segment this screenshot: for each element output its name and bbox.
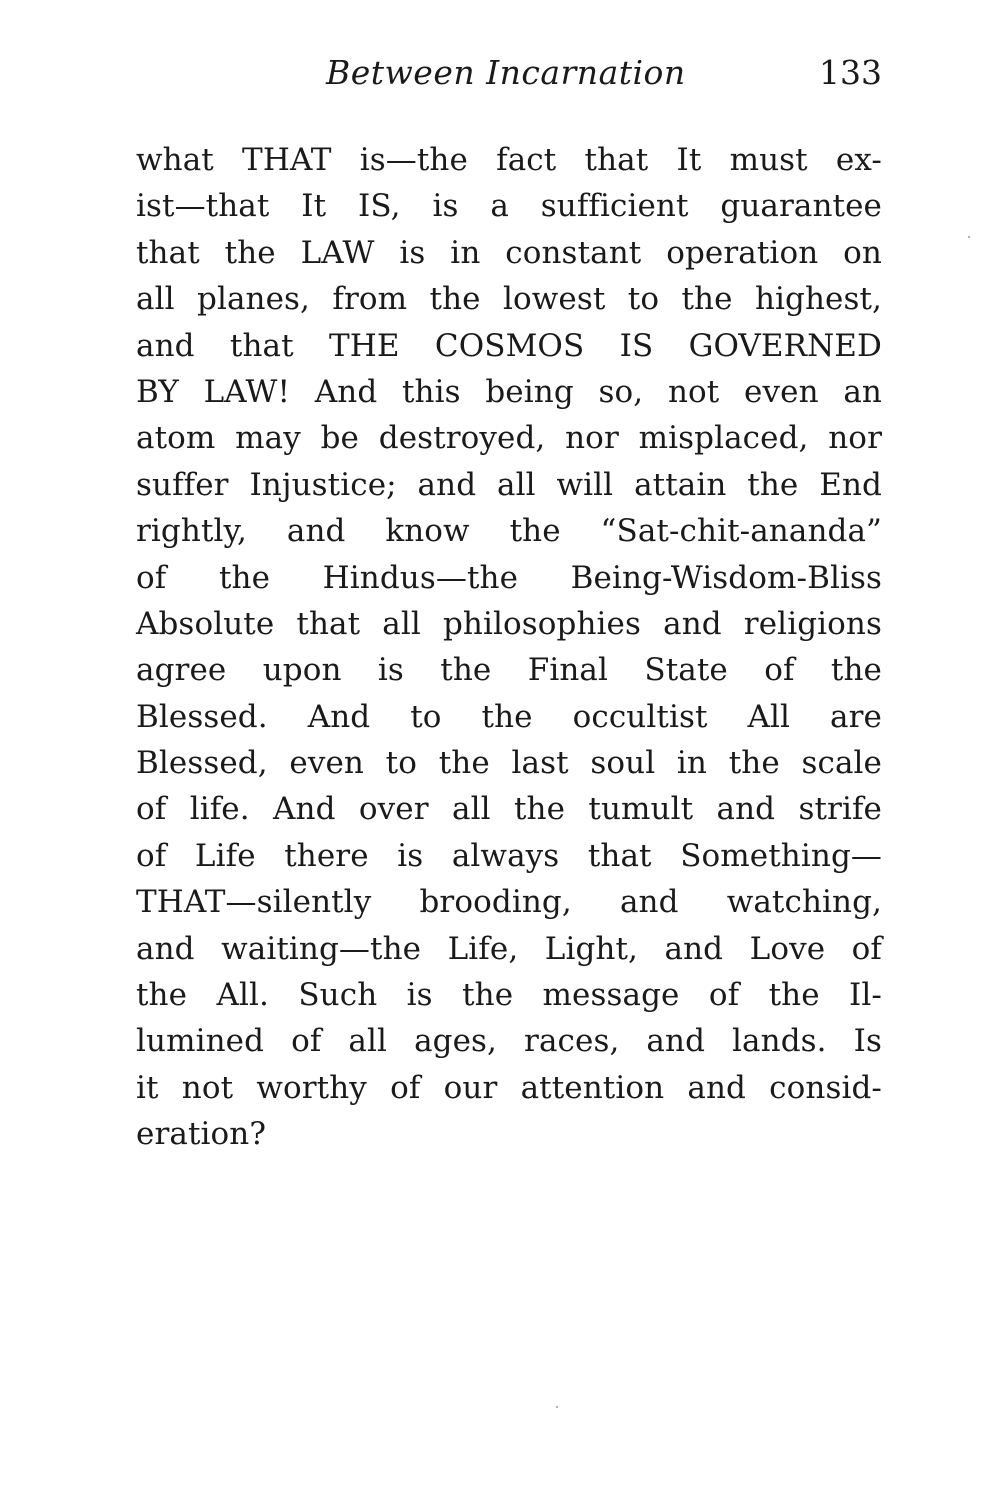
text-line: all planes, from the lowest to the highest, <box>136 281 882 318</box>
text-line: Absolute that all philosophies and religions <box>136 605 882 642</box>
text-line: Blessed. And to the occultist All are <box>136 698 882 735</box>
text-line: and waiting—the Life, Light, and Love of <box>136 930 882 967</box>
text-line: agree upon is the Final State of the <box>136 652 882 689</box>
body-paragraph <box>136 137 882 1158</box>
text-line: that the LAW is in constant operation on <box>136 234 882 271</box>
scan-speck <box>968 236 970 238</box>
running-title: Between Incarnation <box>326 53 686 92</box>
text-line: of Life there is always that Something— <box>136 837 882 874</box>
text-line: ist—that It IS, is a sufficient guarantee <box>136 188 882 225</box>
text-line: suffer Injustice; and all will attain the End <box>136 466 882 503</box>
text-line: lumined of all ages, races, and lands. Is <box>136 1023 882 1060</box>
text-line: rightly, and know the “Sat-chit-ananda” <box>136 513 882 550</box>
text-line: of the Hindus—the Being-Wisdom-Bliss <box>136 559 882 596</box>
scan-speck <box>556 1406 558 1408</box>
text-line: of life. And over all the tumult and strife <box>136 791 882 828</box>
text-line: the All. Such is the message of the Il- <box>136 977 882 1014</box>
page-number: 133 <box>819 53 882 92</box>
text-line: Blessed, even to the last soul in the scale <box>136 745 882 782</box>
text-line: what THAT is—the fact that It must ex- <box>136 142 882 178</box>
text-line: BY LAW! And this being so, not even an <box>136 373 882 410</box>
text-line: it not worthy of our attention and consid- <box>136 1069 882 1106</box>
text-line: and that THE COSMOS IS GOVERNED <box>136 327 882 364</box>
text-line: THAT—silently brooding, and watching, <box>136 884 882 921</box>
text-line-last: eration? <box>136 1116 267 1153</box>
running-head <box>136 48 882 98</box>
text-line: atom may be destroyed, nor misplaced, nor <box>136 420 882 457</box>
